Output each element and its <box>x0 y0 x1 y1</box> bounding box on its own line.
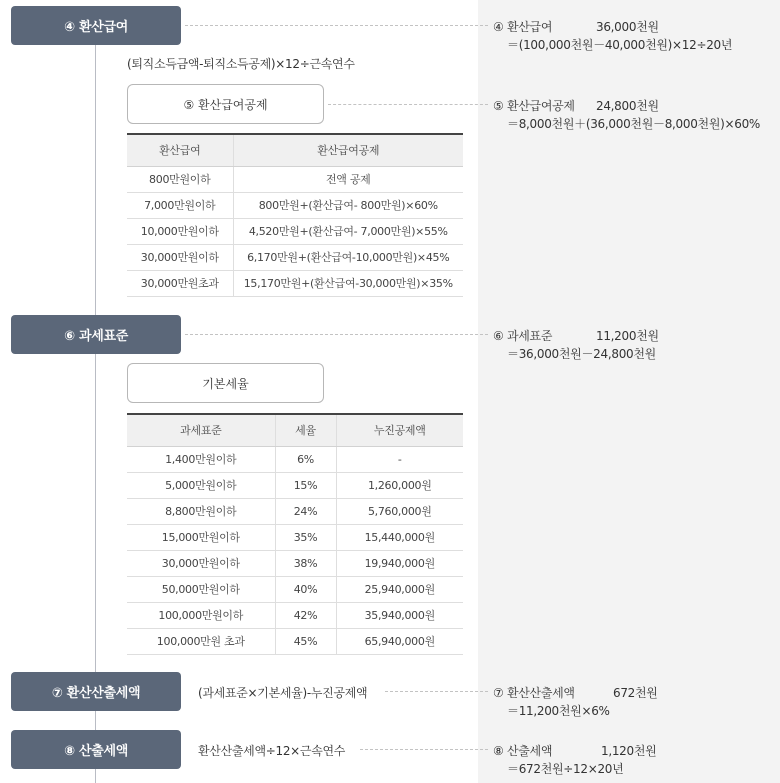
table-cell: 6,170만원+(환산급여-10,000만원)×45% <box>233 244 463 270</box>
connector-6 <box>185 334 488 335</box>
table-cell: 800만원+(환산급여- 800만원)×60% <box>233 192 463 218</box>
example-5 <box>493 97 760 133</box>
example-value: 11,200천원 <box>596 329 659 343</box>
example-calc: ＝(100,000천원－40,000천원)×12÷20년 <box>507 38 733 52</box>
example-calc: ＝672천원÷12×20년 <box>507 762 624 776</box>
tax-rate-table <box>127 413 463 655</box>
connector-7 <box>385 691 488 692</box>
table-cell: 100,000만원 초과 <box>127 628 275 654</box>
example-label: ⑦ 환산산출세액 <box>493 686 575 700</box>
table-header: 환산급여 <box>127 134 233 166</box>
table-cell: 42% <box>275 602 336 628</box>
table-row <box>127 628 463 654</box>
example-value: 36,000천원 <box>596 20 659 34</box>
step-8-formula: 환산산출세액÷12×근속연수 <box>198 744 346 758</box>
table-cell: 100,000만원이하 <box>127 602 275 628</box>
table-cell: 8,800만원이하 <box>127 498 275 524</box>
example-calc: ＝8,000천원＋(36,000천원－8,000천원)×60% <box>507 117 761 131</box>
table-cell: 30,000만원이하 <box>127 244 233 270</box>
table-cell: 1,260,000원 <box>336 472 463 498</box>
table-cell: 30,000만원초과 <box>127 270 233 296</box>
table-cell: 19,940,000원 <box>336 550 463 576</box>
table-cell: 4,520만원+(환산급여- 7,000만원)×55% <box>233 218 463 244</box>
example-label: ⑧ 산출세액 <box>493 744 553 758</box>
table-row <box>127 192 463 218</box>
table-row <box>127 576 463 602</box>
table-row <box>127 524 463 550</box>
table-cell: 15,000만원이하 <box>127 524 275 550</box>
table-cell: 1,400만원이하 <box>127 446 275 472</box>
table-cell: 800만원이하 <box>127 166 233 192</box>
step-6-button: ⑥ 과세표준 <box>11 315 181 354</box>
table-row <box>127 218 463 244</box>
step-8-button: ⑧ 산출세액 <box>11 730 181 769</box>
table-cell: 50,000만원이하 <box>127 576 275 602</box>
table-cell: 10,000만원이하 <box>127 218 233 244</box>
example-label: ④ 환산급여 <box>493 20 553 34</box>
table-cell: 전액 공제 <box>233 166 463 192</box>
table-header: 세율 <box>275 414 336 446</box>
table-cell: 7,000만원이하 <box>127 192 233 218</box>
example-label: ⑥ 과세표준 <box>493 329 553 343</box>
table-cell: 30,000만원이하 <box>127 550 275 576</box>
table-cell: 38% <box>275 550 336 576</box>
step-4-button: ④ 환산급여 <box>11 6 181 45</box>
basic-rate-box: 기본세율 <box>127 363 324 403</box>
connector-4 <box>185 25 488 26</box>
table-header: 누진공제액 <box>336 414 463 446</box>
example-6 <box>493 327 659 363</box>
table-cell: 25,940,000원 <box>336 576 463 602</box>
table-row <box>127 166 463 192</box>
table-cell: 5,760,000원 <box>336 498 463 524</box>
table-row <box>127 498 463 524</box>
table-cell: 5,000만원이하 <box>127 472 275 498</box>
table-header: 과세표준 <box>127 414 275 446</box>
table-row <box>127 244 463 270</box>
example-8 <box>493 742 656 778</box>
connector-5 <box>328 104 488 105</box>
example-label: ⑤ 환산급여공제 <box>493 99 575 113</box>
table-cell: 45% <box>275 628 336 654</box>
table-cell: 35% <box>275 524 336 550</box>
table-cell: 24% <box>275 498 336 524</box>
example-value: 1,120천원 <box>601 744 657 758</box>
table-cell: 65,940,000원 <box>336 628 463 654</box>
table-cell: 15,170만원+(환산급여-30,000만원)×35% <box>233 270 463 296</box>
table-row <box>127 270 463 296</box>
table-row <box>127 472 463 498</box>
table-cell: 15,440,000원 <box>336 524 463 550</box>
deduction-table <box>127 133 463 297</box>
connector-8 <box>360 749 488 750</box>
step-5-box: ⑤ 환산급여공제 <box>127 84 324 124</box>
table-cell: 35,940,000원 <box>336 602 463 628</box>
example-calc: ＝11,200천원×6% <box>507 704 610 718</box>
example-value: 24,800천원 <box>596 99 659 113</box>
table-row <box>127 602 463 628</box>
example-4 <box>493 18 732 54</box>
table-cell: 15% <box>275 472 336 498</box>
example-value: 672천원 <box>613 686 658 700</box>
step-4-formula: (퇴직소득금액-퇴직소득공제)×12÷근속연수 <box>127 57 355 71</box>
table-cell: - <box>336 446 463 472</box>
example-calc: ＝36,000천원－24,800천원 <box>507 347 656 361</box>
table-row <box>127 446 463 472</box>
step-7-formula: (과세표준×기본세율)-누진공제액 <box>198 686 368 700</box>
table-header: 환산급여공제 <box>233 134 463 166</box>
table-cell: 6% <box>275 446 336 472</box>
table-row <box>127 550 463 576</box>
table-cell: 40% <box>275 576 336 602</box>
example-7 <box>493 684 658 720</box>
step-7-button: ⑦ 환산산출세액 <box>11 672 181 711</box>
